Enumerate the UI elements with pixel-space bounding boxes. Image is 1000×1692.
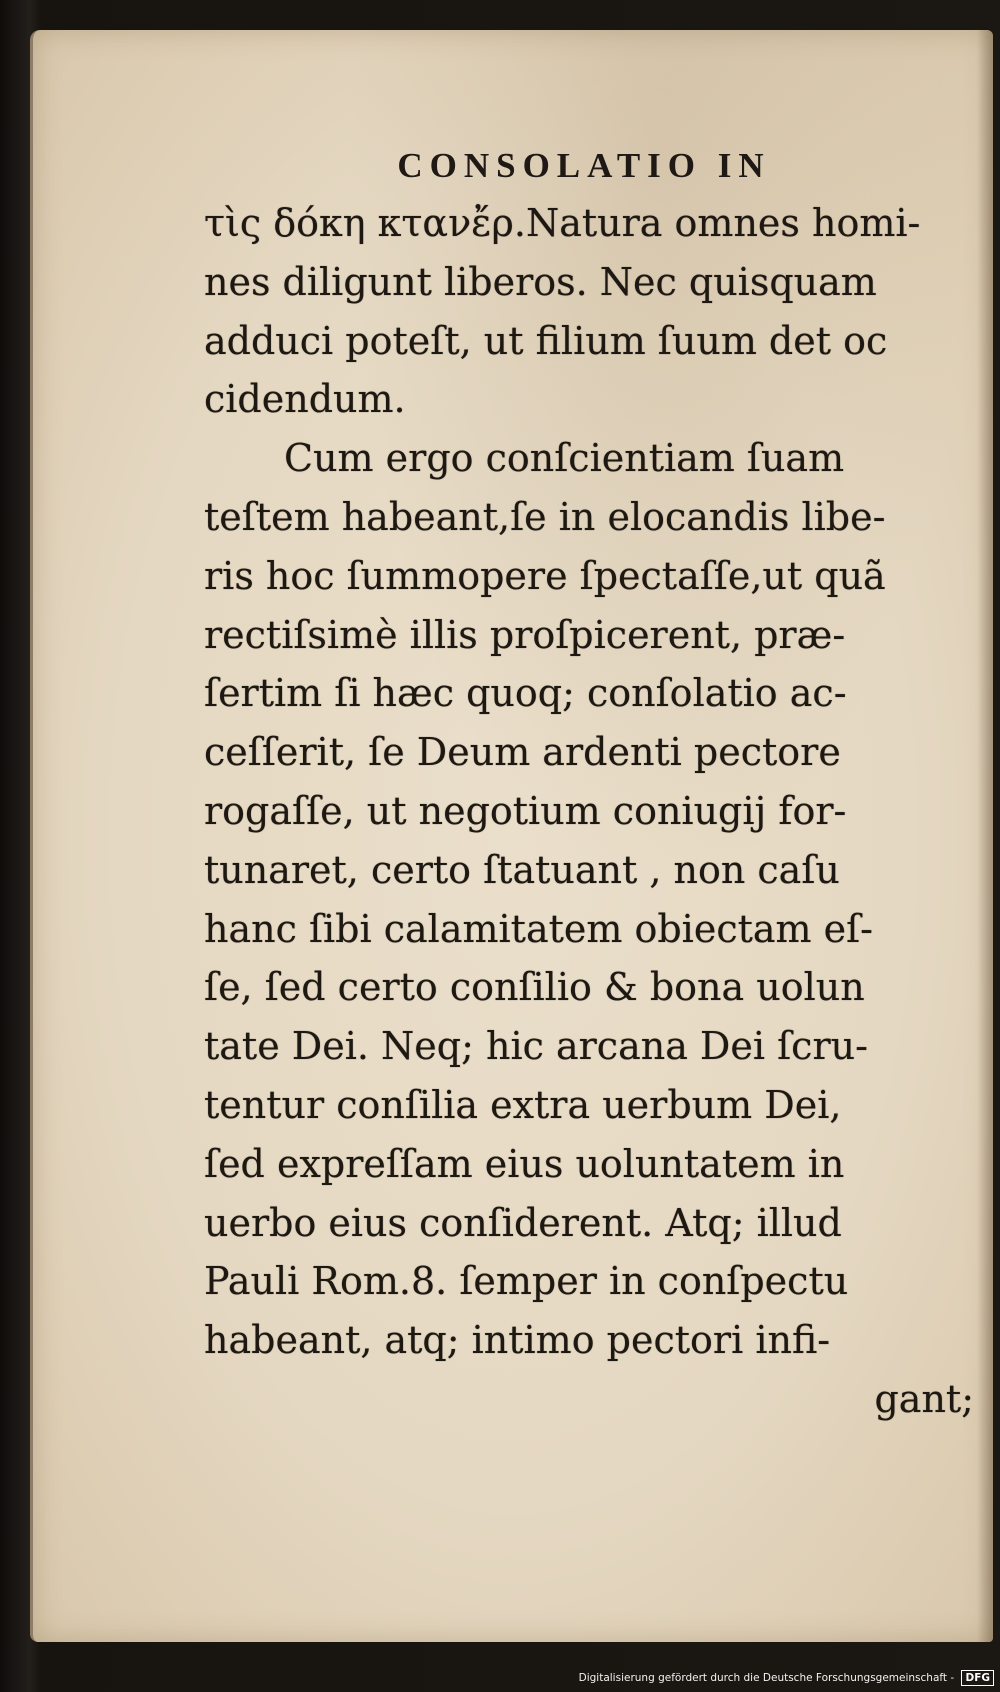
- funding-notice: Digitalisierung gefördert durch die Deutsche Forschungsgemeinschaft -: [578, 1672, 955, 1684]
- text-line-7: ris hoc ſummopere ſpectaſſe,ut quã: [204, 553, 886, 598]
- text-line-8: rectiſsimè illis proſpicerent, præ-: [204, 612, 846, 657]
- text-line-2: nes diligunt liberos. Nec quisquam: [204, 259, 877, 304]
- text-line-4: cidendum.: [204, 377, 406, 422]
- digitization-footer: [560, 1668, 994, 1688]
- book-page: [30, 30, 993, 1642]
- dfg-logo: DFG: [961, 1670, 994, 1686]
- text-line-6: teſtem habeant,ſe in elocandis libe-: [204, 494, 886, 539]
- text-line-10: ceſſerit, ſe Deum ardenti pectore: [204, 730, 841, 775]
- text-line-1: τὶς δόκη κτανἔρ.Natura omnes homi-: [204, 201, 921, 245]
- text-line-17: ſed expreſſam eius uoluntatem in: [204, 1141, 845, 1186]
- text-line-5: Cum ergo conſcientiam ſuam: [284, 436, 845, 481]
- text-line-9: ſertim ſi hæc quoq; conſolatio ac-: [204, 671, 847, 716]
- text-line-12: tunaret, certo ſtatuant , non caſu: [204, 847, 840, 892]
- page-text-block: [204, 194, 974, 1429]
- text-line-16: tentur conſilia extra uerbum Dei,: [204, 1082, 842, 1127]
- text-line-11: rogaſſe, ut negotium coniugij for-: [204, 788, 847, 833]
- text-line-21: gant;: [874, 1376, 974, 1421]
- text-line-13: hanc ſibi calamitatem obiectam eſ-: [204, 906, 874, 951]
- text-line-20: habeant, atq; intimo pectori infi-: [204, 1318, 831, 1363]
- text-line-19: Pauli Rom.8. ſemper in conſpectu: [204, 1259, 849, 1304]
- text-line-3: adduci poteſt, ut filium ſuum det oc: [204, 318, 888, 363]
- text-line-15: tate Dei. Neq; hic arcana Dei ſcru-: [204, 1024, 868, 1069]
- text-line-18: uerbo eius conſiderent. Atq; illud: [204, 1200, 842, 1245]
- running-head: CONSOLATIO IN: [397, 146, 771, 185]
- text-line-14: ſe, ſed certo conſilio & bona uolun: [204, 965, 865, 1010]
